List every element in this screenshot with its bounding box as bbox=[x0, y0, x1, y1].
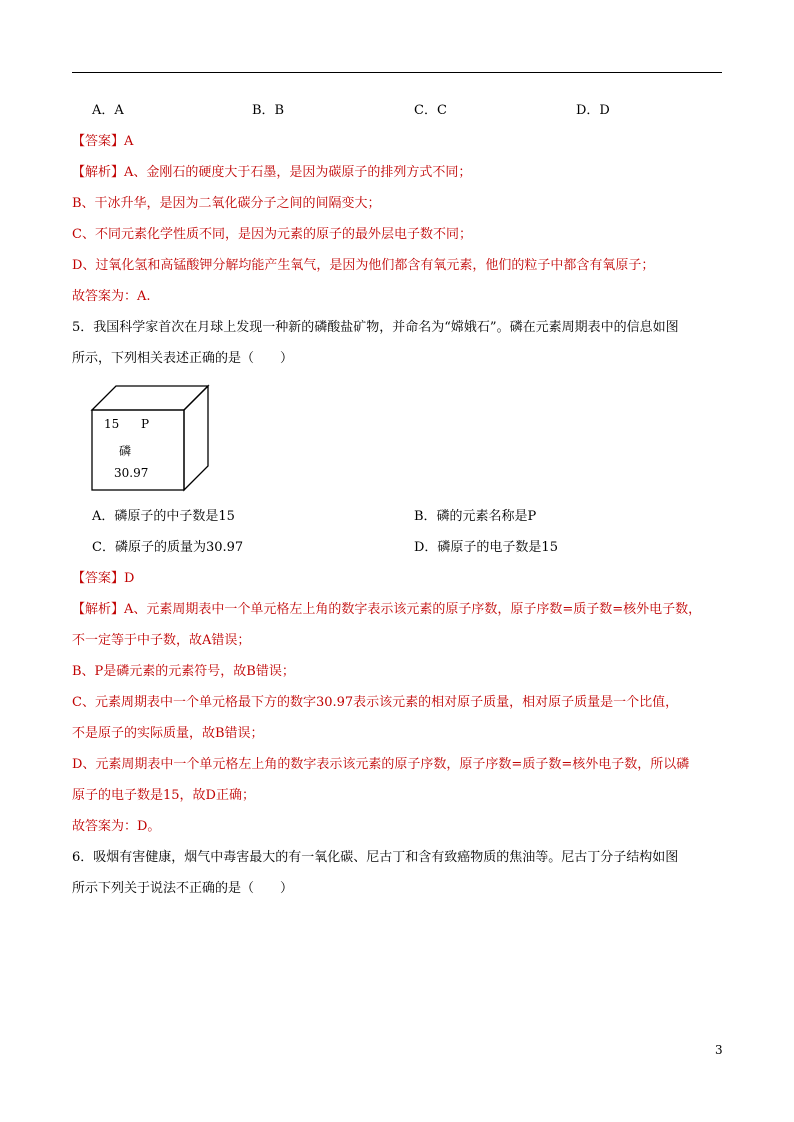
q6-stem-line: 6．吸烟有害健康，烟气中毒害最大的有一氧化碳、尼古丁和含有致癌物质的焦油等。尼古丁分子结构如图 bbox=[72, 850, 679, 865]
q4-option-a: A．A bbox=[92, 103, 124, 118]
q5-analysis-line: 原子的电子数是15，故D正确； bbox=[72, 788, 255, 803]
q5-option-a: A．磷原子的中子数是15 bbox=[92, 509, 235, 524]
q4-option-b: B．B bbox=[252, 103, 285, 118]
q5-option-b: B．磷的元素名称是P bbox=[414, 509, 537, 524]
element-name: 磷 bbox=[119, 444, 132, 458]
q4-analysis-line: C、不同元素化学性质不同，是因为元素的原子的最外层电子数不同； bbox=[72, 227, 472, 242]
q5-stem-line: 所示，下列相关表述正确的是（ ） bbox=[72, 351, 294, 366]
q4-conclusion: 故答案为：A. bbox=[72, 289, 151, 304]
cube-outline bbox=[90, 384, 210, 492]
q5-analysis-line: 【解析】A、元素周期表中一个单元格左上角的数字表示该元素的原子序数，原子序数=质子数=核外电子数， bbox=[72, 602, 702, 617]
q5-analysis-line: B、P是磷元素的元素符号，故B错误； bbox=[72, 664, 295, 679]
q4-option-d: D．D bbox=[576, 103, 610, 118]
q5-stem-line: 5．我国科学家首次在月球上发现一种新的磷酸盐矿物，并命名为“嫦娥石”。磷在元素周期表中的信息如图 bbox=[72, 320, 679, 335]
header-rule bbox=[72, 72, 722, 73]
q5-analysis-line: D、元素周期表中一个单元格左上角的数字表示该元素的原子序数，原子序数=质子数=核外电子数，所以磷 bbox=[72, 757, 690, 772]
q5-analysis-line: 不是原子的实际质量，故B错误； bbox=[72, 726, 264, 741]
element-symbol: P bbox=[141, 417, 150, 431]
periodic-cell-cube bbox=[90, 384, 210, 492]
q5-analysis-line: 不一定等于中子数，故A错误； bbox=[72, 633, 251, 648]
q5-conclusion: 故答案为：D。 bbox=[72, 819, 161, 834]
q4-analysis-line: D、过氧化氢和高锰酸钾分解均能产生氧气，是因为他们都含有氧元素，他们的粒子中都含有氧原子； bbox=[72, 258, 655, 273]
page-number: 3 bbox=[715, 1043, 723, 1057]
q6-stem-line: 所示下列关于说法不正确的是（ ） bbox=[72, 881, 294, 896]
q5-analysis-line: C、元素周期表中一个单元格最下方的数字30.97表示该元素的相对原子质量，相对原子质量是一个比值， bbox=[72, 695, 679, 710]
q5-option-c: C．磷原子的质量为30.97 bbox=[92, 540, 244, 555]
q4-analysis-line: B、干冰升华，是因为二氧化碳分子之间的间隔变大； bbox=[72, 196, 381, 211]
q4-option-c: C．C bbox=[414, 103, 447, 118]
q5-option-d: D．磷原子的电子数是15 bbox=[414, 540, 558, 555]
q4-answer: 【答案】A bbox=[72, 134, 134, 149]
atomic-number: 15 bbox=[104, 417, 120, 431]
q5-answer: 【答案】D bbox=[72, 571, 135, 586]
q4-analysis-line: 【解析】A、金刚石的硬度大于石墨，是因为碳原子的排列方式不同； bbox=[72, 165, 472, 180]
atomic-mass: 30.97 bbox=[114, 466, 149, 480]
